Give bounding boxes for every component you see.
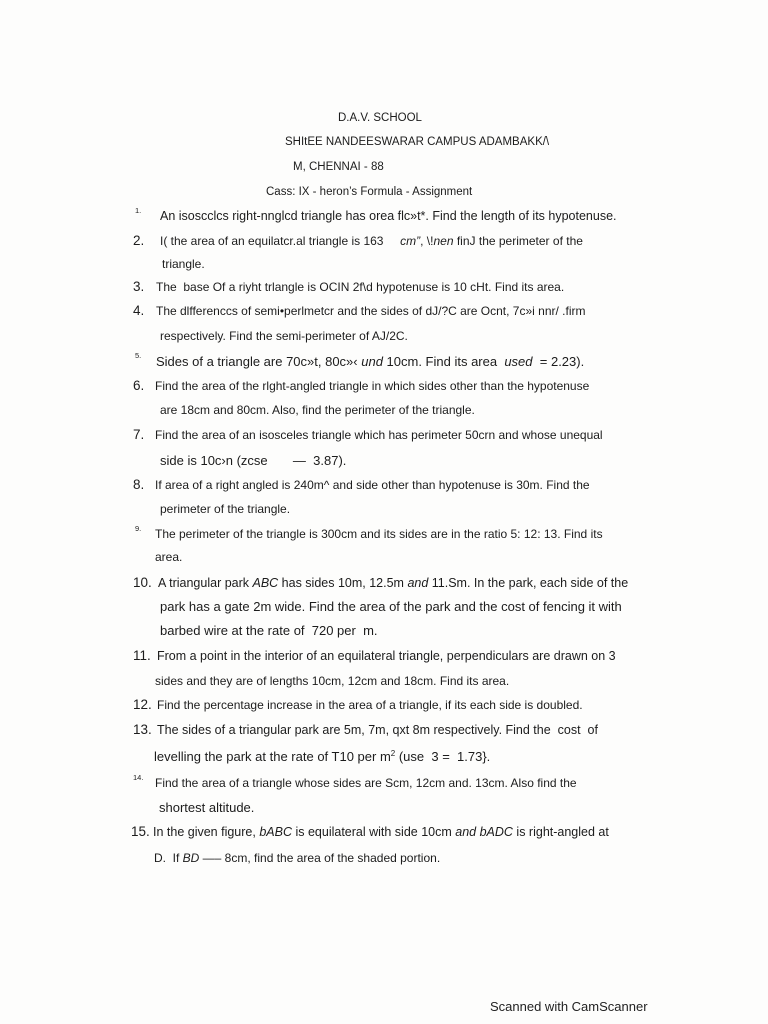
question-text: In the given figure, xyxy=(153,825,260,839)
question-text: side is 10c›n (zcse — 3.87). xyxy=(160,453,347,468)
superscript-text: 2 xyxy=(390,749,396,758)
question-11-line-1 xyxy=(157,647,616,665)
question-15-line-2 xyxy=(154,849,440,867)
question-text: 11.Sm. In the park, each side of the xyxy=(428,576,629,590)
question-text: From a point in the interior of an equilateral triangle, perpendiculars are drawn on 3 xyxy=(157,649,616,663)
question-text: Find the percentage increase in the area of a triangle, if its each side is doubled. xyxy=(157,698,583,712)
question-4-line-1 xyxy=(156,302,586,320)
question-text: sides and they are of lengths 10cm, 12cm and 18cm. Find its area. xyxy=(155,674,510,688)
question-text: are 18cm and 80cm. Also, find the perimeter of the triangle. xyxy=(160,403,475,417)
question-5-line-1 xyxy=(156,353,584,371)
question-text: (use 3 = 1.73}. xyxy=(395,749,491,764)
question-2-line-2 xyxy=(162,255,205,273)
school-name: D.A.V. SCHOOL xyxy=(338,112,422,124)
question-14-number: 14. xyxy=(133,773,144,782)
question-10-line-3 xyxy=(160,622,378,640)
question-15-number: 15. xyxy=(131,824,150,839)
question-text: is equilateral with side 10cm xyxy=(291,825,456,839)
question-text: Find the area of the rlght-angled triangle in which sides other than the hypotenuse xyxy=(155,379,590,393)
question-text: area. xyxy=(155,550,183,564)
question-text: levelling the park at the rate of T10 per m xyxy=(154,749,391,764)
question-text: finJ the perimeter of the xyxy=(453,234,583,248)
italic-text: used xyxy=(504,354,533,369)
question-8-number: 8. xyxy=(133,477,145,492)
question-text: Sides of a triangle are 70c»t, 80c»‹ xyxy=(156,354,362,369)
campus-line-2: M, CHENNAI - 88 xyxy=(293,161,384,173)
italic-text: and xyxy=(407,576,429,590)
question-text: Find the area of a triangle whose sides are Scm, 12cm and. 13cm. Also find the xyxy=(155,776,577,790)
question-12-line-1 xyxy=(157,696,583,714)
question-text: = 2.23). xyxy=(532,354,585,369)
question-11-line-2 xyxy=(155,672,509,690)
question-5-number: 5. xyxy=(135,351,142,360)
question-15-line-1 xyxy=(153,823,609,841)
question-text: respectively. Find the semi-perimeter of AJ/2C. xyxy=(160,329,408,343)
italic-text: bABC xyxy=(259,825,292,839)
italic-text: BD xyxy=(182,851,200,865)
question-text: has sides 10m, 12.5m xyxy=(278,576,408,590)
italic-text: cm” xyxy=(400,234,421,248)
question-9-line-2 xyxy=(155,548,182,566)
question-6-line-1 xyxy=(155,377,589,395)
question-6-number: 6. xyxy=(133,378,145,393)
question-8-line-2 xyxy=(160,500,290,518)
question-7-line-1 xyxy=(155,426,603,444)
question-text: D. If xyxy=(154,851,183,865)
question-10-line-1 xyxy=(158,574,628,592)
question-2-line-1 xyxy=(160,232,583,250)
question-14-line-2 xyxy=(159,799,254,817)
italic-text: and bADC xyxy=(455,825,513,839)
question-14-line-1 xyxy=(155,774,577,792)
question-text: Find the area of an isosceles triangle which has perimeter 50crn and whose unequal xyxy=(155,428,603,442)
question-text: The dlfferenccs of semi•perlmetcr and the sides of dJ/?C are Ocnt, 7c»i nnr/ .firm xyxy=(156,304,586,318)
question-7-number: 7. xyxy=(133,427,145,442)
assignment-title: Cass: IX - heron’s Formula - Assignment xyxy=(266,186,473,198)
camscanner-watermark: Scanned with CamScanner xyxy=(490,999,648,1014)
question-1-number: 1. xyxy=(135,206,142,215)
italic-text: nen xyxy=(433,234,454,248)
question-10-number: 10. xyxy=(133,575,152,590)
question-13-line-1 xyxy=(157,721,598,739)
question-text: triangle. xyxy=(162,257,205,271)
question-text: An isoscclcs right-nnglcd triangle has orea flc»t*. Find the length of its hypotenuse. xyxy=(160,209,617,223)
question-text: —– 8cm, find the area of the shaded portion. xyxy=(199,851,441,865)
question-text: is right-angled at xyxy=(512,825,609,839)
question-text: barbed wire at the rate of 720 per m. xyxy=(160,623,378,638)
campus-line-1: SHItEE NANDEESWARAR CAMPUS ADAMBAKK/\ xyxy=(285,136,550,148)
question-3-number: 3. xyxy=(133,279,145,294)
question-9-number: 9. xyxy=(135,524,142,533)
question-12-number: 12. xyxy=(133,697,152,712)
question-text: The perimeter of the triangle is 300cm and its sides are in the ratio 5: 12: 13. Find its xyxy=(155,527,603,541)
question-11-number: 11. xyxy=(133,648,151,663)
question-text: 10cm. Find its area xyxy=(382,354,505,369)
question-9-line-1 xyxy=(155,525,603,543)
question-3-line-1 xyxy=(156,278,564,296)
question-text: perimeter of the triangle. xyxy=(160,502,291,516)
italic-text: ABC xyxy=(252,576,279,590)
question-7-line-2 xyxy=(160,452,346,470)
question-8-line-1 xyxy=(155,476,590,494)
question-text: , \! xyxy=(420,234,434,248)
question-4-number: 4. xyxy=(133,303,145,318)
question-2-number: 2. xyxy=(133,233,145,248)
question-text: The sides of a triangular park are 5m, 7m, qxt 8m respectively. Find the cost of xyxy=(157,723,598,737)
question-text: park has a gate 2m wide. Find the area of the park and the cost of fencing it with xyxy=(160,599,622,614)
question-13-line-2 xyxy=(154,748,490,766)
italic-text: und xyxy=(361,354,383,369)
question-6-line-2 xyxy=(160,401,475,419)
question-1-line-1 xyxy=(160,207,617,225)
question-text: If area of a right angled is 240m^ and side other than hypotenuse is 30m. Find the xyxy=(155,478,590,492)
question-4-line-2 xyxy=(160,327,408,345)
question-text: A triangular park xyxy=(158,576,253,590)
question-text: I( the area of an equilatcr.al triangle is 163 xyxy=(160,234,401,248)
question-10-line-2 xyxy=(160,598,622,616)
question-text: shortest altitude. xyxy=(159,800,255,815)
question-text: The base Of a riyht trlangle is OCIN 2f\d hypotenuse is 10 cHt. Find its area. xyxy=(156,280,565,294)
question-13-number: 13. xyxy=(133,722,152,737)
